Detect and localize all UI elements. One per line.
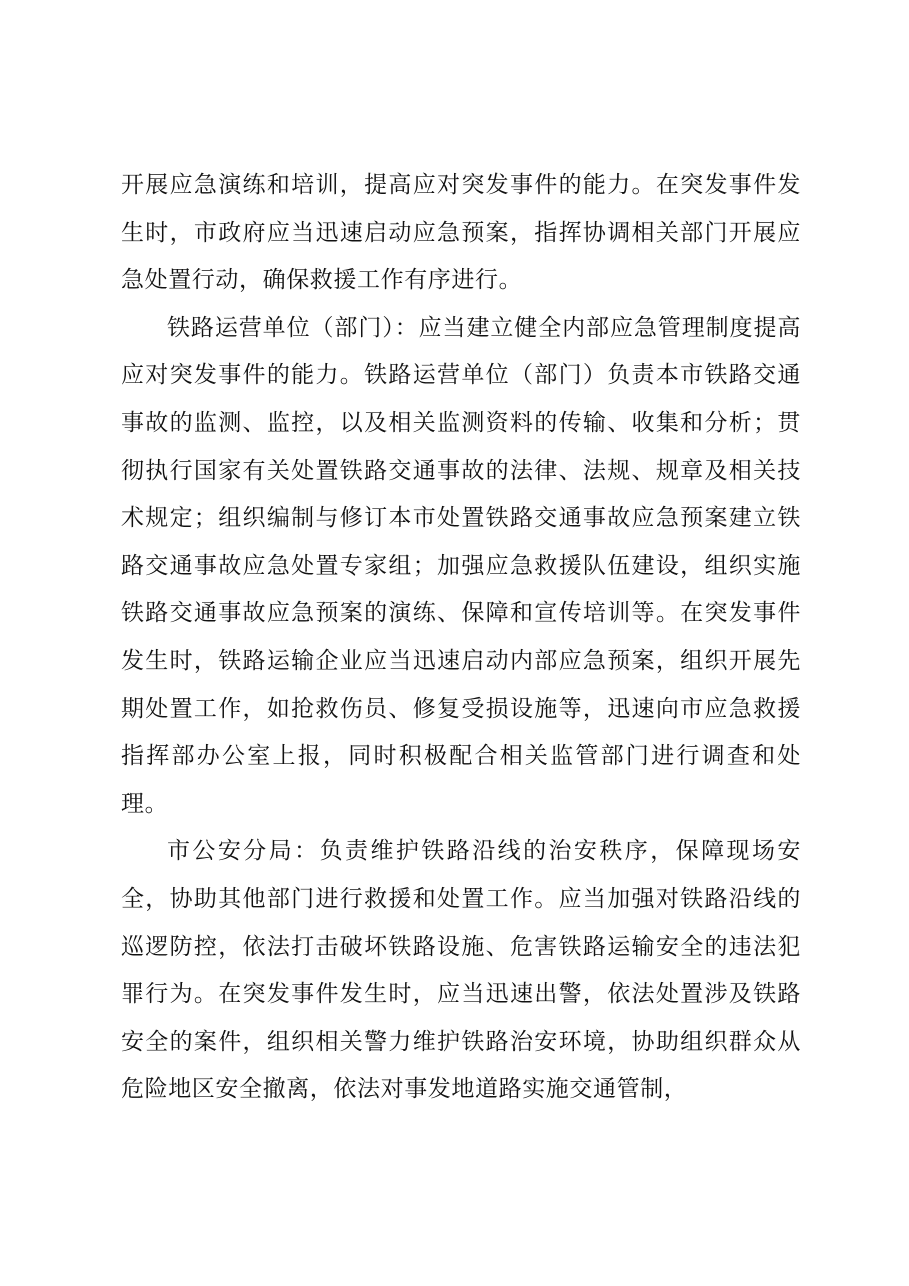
paragraph-public-security: 市公安分局：负责维护铁路沿线的治安秩序，保障现场安全，协助其他部门进行救援和处置工作。应当加强对铁路沿线的巡逻防控，依法打击破坏铁路设施、危害铁路运输安全的违法犯罪行为。在突发事件发生时，应当迅速出警，依法处置涉及铁路安全的案件，组织相关警力维护铁路治安环境，协助组织群众从危险地区安全撤离，依法对事发地道路实施交通管制， — [121, 838, 801, 1103]
paragraph-railway-operator: 铁路运营单位（部门）：应当建立健全内部应急管理制度提高应对突发事件的能力。铁路运营单位（部门）负责本市铁路交通事故的监测、监控，以及相关监测资料的传输、收集和分析；贯彻执行国家有关处置铁路交通事故的法律、法规、规章及相关技术规定；组织编制与修订本市处置铁路交通事故应急预案建立铁路交通事故应急处置专家组；加强应急救援队伍建设，组织实施铁路交通事故应急预案的演练、保障和宣传培训等。在突发事件发生时，铁路运输企业应当迅速启动内部应急预案，组织开展先期处置工作，如抢救伤员、修复受损设施等，迅速向市应急救援指挥部办公室上报，同时积极配合相关监管部门进行调查和处理。 — [121, 314, 801, 817]
document-body — [121, 162, 801, 1114]
paragraph-continuation: 开展应急演练和培训，提高应对突发事件的能力。在突发事件发生时，市政府应当迅速启动应急预案，指挥协调相关部门开展应急处置行动，确保救援工作有序进行。 — [121, 172, 801, 294]
